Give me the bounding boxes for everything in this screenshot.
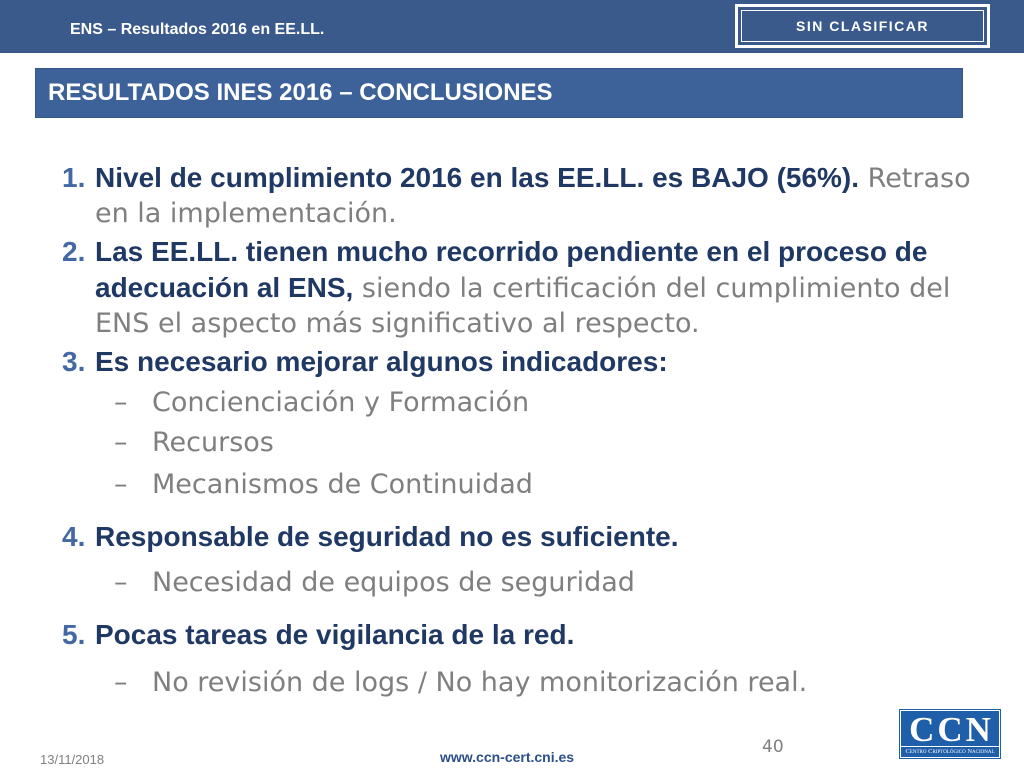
item-emphasis: Las EE.LL. tienen mucho recorrido pendiente en el proceso de adecuación al ENS, bbox=[95, 236, 928, 303]
item-number: 3. bbox=[62, 346, 86, 377]
item-detail: siendo la certificación del cumplimiento del ENS el aspecto más significativo al respecto. bbox=[95, 273, 951, 339]
item-number: 5. bbox=[62, 619, 86, 650]
sub-item-text: Recursos bbox=[152, 427, 274, 458]
item-number: 2. bbox=[62, 236, 86, 267]
footer-date: 13/11/2018 bbox=[40, 752, 105, 767]
sub-item-text: Necesidad de equipos de seguridad bbox=[152, 567, 635, 598]
item-emphasis: Responsable de seguridad no es suficiente. bbox=[95, 521, 679, 552]
dash-bullet: – bbox=[114, 427, 128, 458]
presentation-title: ENS – Resultados 2016 en EE.LL. bbox=[70, 21, 325, 38]
item-text bbox=[95, 519, 990, 555]
dash-bullet: – bbox=[114, 469, 128, 500]
item-emphasis: Nivel de cumplimiento 2016 en las EE.LL. es BAJO (56%). bbox=[95, 162, 860, 193]
item-text bbox=[95, 617, 990, 653]
dash-bullet: – bbox=[114, 567, 128, 598]
sub-item bbox=[0, 385, 1024, 420]
header-bar bbox=[0, 0, 1024, 53]
sub-item bbox=[0, 665, 1024, 700]
sub-item bbox=[0, 425, 1024, 460]
sub-item-text: Concienciación y Formación bbox=[152, 387, 530, 418]
logo-letters: CCN bbox=[901, 711, 999, 747]
item-number: 1. bbox=[62, 162, 86, 193]
dash-bullet: – bbox=[114, 667, 128, 698]
page-number: 40 bbox=[762, 737, 784, 757]
dash-bullet: – bbox=[114, 387, 128, 418]
item-emphasis: Es necesario mejorar algunos indicadores: bbox=[95, 346, 668, 377]
ccn-logo-icon bbox=[900, 710, 1000, 758]
classification-box bbox=[735, 4, 990, 48]
logo-caption: Centro Criptológico Nacional bbox=[905, 748, 995, 755]
classification-label: SIN CLASIFICAR bbox=[741, 10, 984, 42]
footer-website: www.ccn-cert.cni.es bbox=[440, 749, 575, 765]
item-detail: Retraso en la implementación. bbox=[95, 163, 971, 229]
sub-item-text: No revisión de logs / No hay monitorización real. bbox=[152, 667, 808, 698]
item-text bbox=[95, 160, 990, 231]
slide-title: RESULTADOS INES 2016 – CONCLUSIONES bbox=[48, 79, 553, 106]
slide-title-bar bbox=[35, 68, 963, 118]
item-emphasis: Pocas tareas de vigilancia de la red. bbox=[95, 619, 575, 650]
item-number: 4. bbox=[62, 521, 86, 552]
sub-item-text: Mecanismos de Continuidad bbox=[152, 469, 533, 500]
sub-item bbox=[0, 565, 1024, 600]
sub-item bbox=[0, 467, 1024, 502]
item-text bbox=[95, 234, 990, 341]
item-text bbox=[95, 344, 990, 380]
